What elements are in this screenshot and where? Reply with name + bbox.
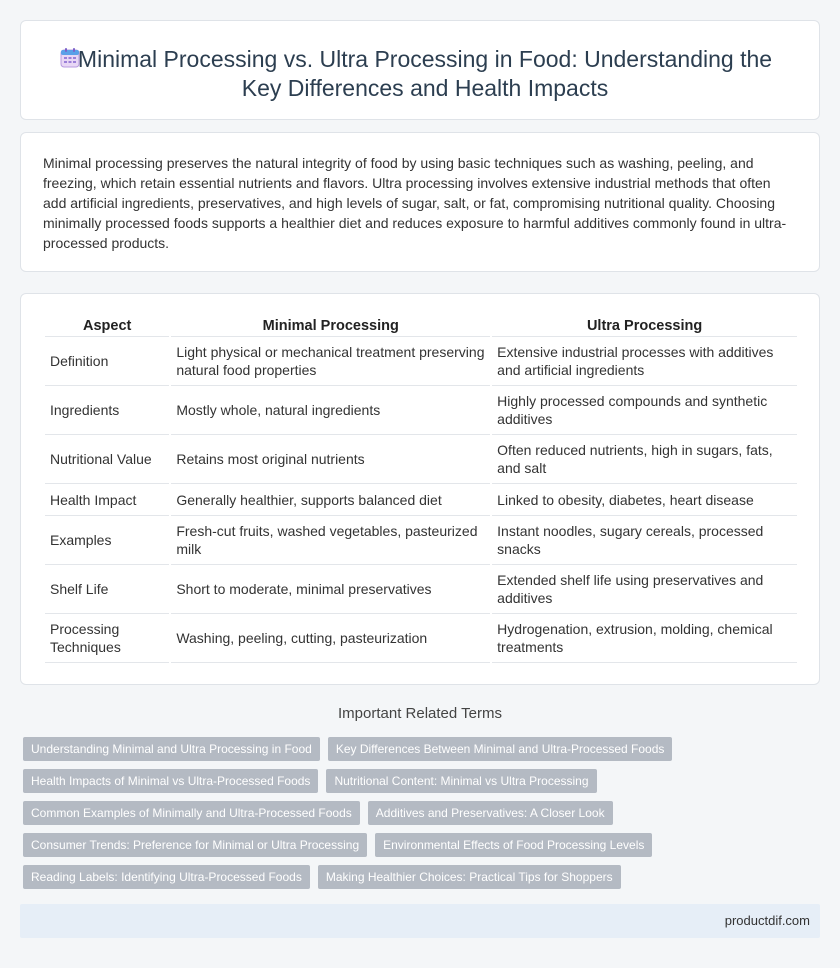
related-term-link[interactable]: Additives and Preservatives: A Closer Look xyxy=(368,801,613,825)
comparison-table xyxy=(43,314,799,663)
table-cell-minimal: Generally healthier, supports balanced diet xyxy=(171,484,490,516)
table-cell-aspect: Nutritional Value xyxy=(45,435,169,484)
related-term-link[interactable]: Making Healthier Choices: Practical Tips for Shoppers xyxy=(318,865,621,889)
table-cell-ultra: Extended shelf life using preservatives and additives xyxy=(492,565,797,614)
table-row xyxy=(45,614,797,663)
table-row xyxy=(45,565,797,614)
table-row xyxy=(45,516,797,565)
related-term-link[interactable]: Reading Labels: Identifying Ultra-Processed Foods xyxy=(23,865,310,889)
column-header-aspect: Aspect xyxy=(45,314,169,337)
related-term-link[interactable]: Key Differences Between Minimal and Ultra-Processed Foods xyxy=(328,737,673,761)
table-row xyxy=(45,386,797,435)
table-cell-aspect: Definition xyxy=(45,337,169,386)
table-cell-ultra: Linked to obesity, diabetes, heart disease xyxy=(492,484,797,516)
table-cell-ultra: Extensive industrial processes with additives and artificial ingredients xyxy=(492,337,797,386)
comparison-table-card xyxy=(20,293,820,685)
related-term-link[interactable]: Consumer Trends: Preference for Minimal or Ultra Processing xyxy=(23,833,367,857)
table-cell-ultra: Instant noodles, sugary cereals, processed snacks xyxy=(492,516,797,565)
header-card xyxy=(20,20,820,120)
related-term-link[interactable]: Environmental Effects of Food Processing Levels xyxy=(375,833,652,857)
table-row xyxy=(45,484,797,516)
related-terms-heading: Important Related Terms xyxy=(338,705,502,722)
table-row xyxy=(45,337,797,386)
related-terms-list xyxy=(23,737,823,897)
table-cell-minimal: Fresh-cut fruits, washed vegetables, pasteurized milk xyxy=(171,516,490,565)
table-cell-ultra: Hydrogenation, extrusion, molding, chemical treatments xyxy=(492,614,797,663)
table-cell-minimal: Short to moderate, minimal preservatives xyxy=(171,565,490,614)
table-cell-minimal: Washing, peeling, cutting, pasteurization xyxy=(171,614,490,663)
related-term-link[interactable]: Understanding Minimal and Ultra Processing in Food xyxy=(23,737,320,761)
column-header-minimal: Minimal Processing xyxy=(171,314,490,337)
page-title: Minimal Processing vs. Ultra Processing in Food: Understanding the Key Differences and Health Impacts xyxy=(77,46,773,101)
table-cell-minimal: Retains most original nutrients xyxy=(171,435,490,484)
table-cell-aspect: Processing Techniques xyxy=(45,614,169,663)
related-term-link[interactable]: Common Examples of Minimally and Ultra-Processed Foods xyxy=(23,801,360,825)
footer-site-link[interactable]: productdif.com xyxy=(724,913,810,928)
table-cell-aspect: Examples xyxy=(45,516,169,565)
table-cell-aspect: Ingredients xyxy=(45,386,169,435)
related-term-link[interactable]: Health Impacts of Minimal vs Ultra-Processed Foods xyxy=(23,769,318,793)
table-cell-minimal: Light physical or mechanical treatment preserving natural food properties xyxy=(171,337,490,386)
related-term-link[interactable]: Nutritional Content: Minimal vs Ultra Processing xyxy=(326,769,596,793)
intro-card xyxy=(20,132,820,272)
table-cell-ultra: Highly processed compounds and synthetic additives xyxy=(492,386,797,435)
table-cell-aspect: Shelf Life xyxy=(45,565,169,614)
table-row xyxy=(45,435,797,484)
table-cell-aspect: Health Impact xyxy=(45,484,169,516)
intro-paragraph: Minimal processing preserves the natural integrity of food by using basic techniques such as washing, peeling, and freezing, which retain essential nutrients and flavors. Ultra processing involves extensive industrial methods that often add artificial ingredients, preservatives, and high levels of sugar, salt, or fat, compromising nutritional quality. Choosing minimally processed foods supports a healthier diet and reduces exposure to harmful additives commonly found in ultra-processed products. xyxy=(43,155,787,251)
table-header-row xyxy=(45,314,797,337)
table-cell-ultra: Often reduced nutrients, high in sugars, fats, and salt xyxy=(492,435,797,484)
column-header-ultra: Ultra Processing xyxy=(492,314,797,337)
table-cell-minimal: Mostly whole, natural ingredients xyxy=(171,386,490,435)
footer xyxy=(20,904,820,938)
